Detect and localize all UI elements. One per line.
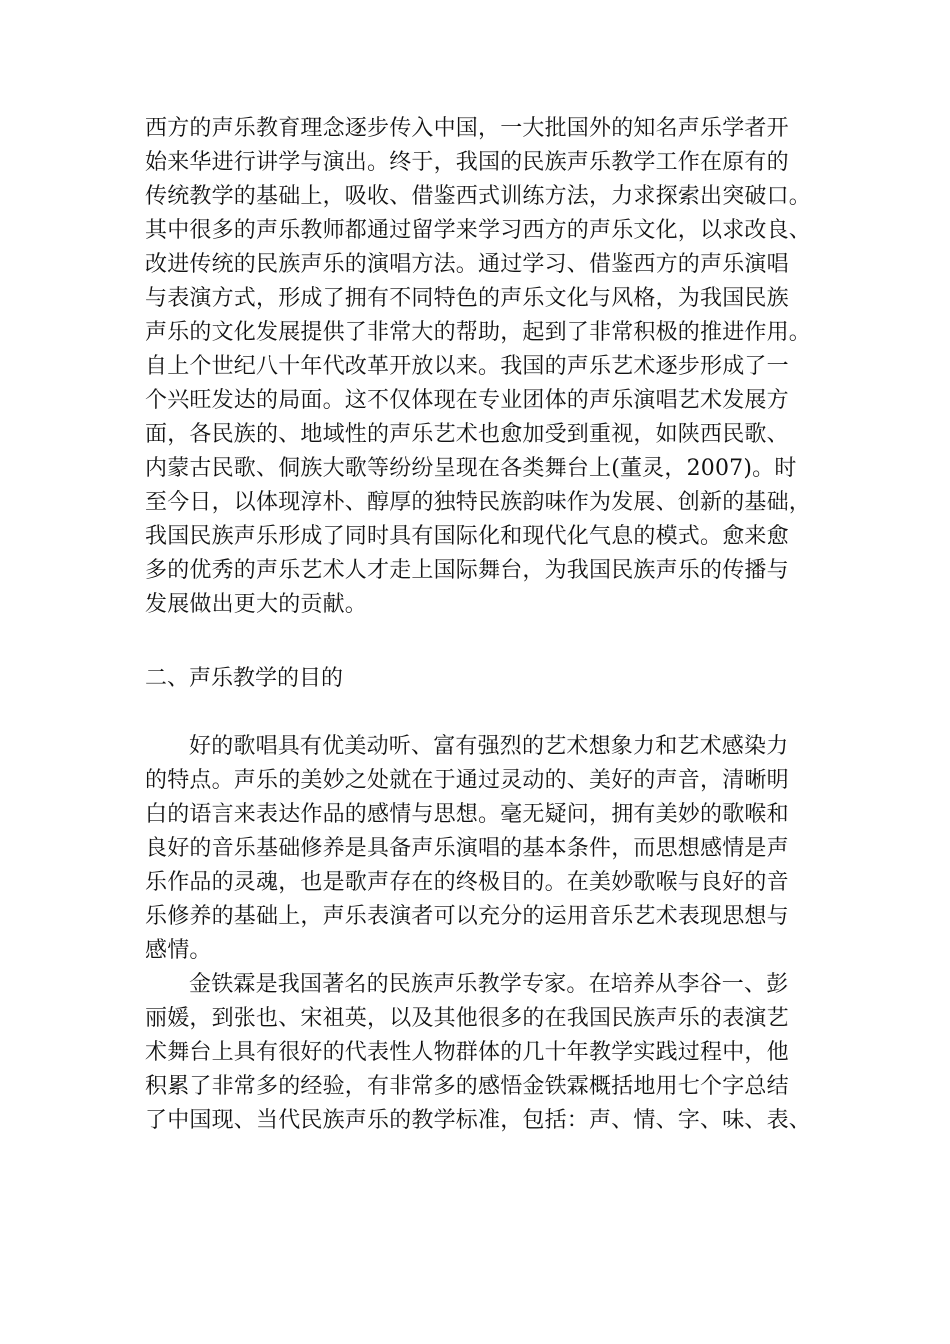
text-line: 发展做出更大的贡献。 [145, 592, 368, 617]
text-line: 多的优秀的声乐艺术人才走上国际舞台，为我国民族声乐的传播与 [145, 558, 789, 583]
text-line: 丽媛，到张也、宋祖英，以及其他很多的在我国民族声乐的表演艺 [145, 1006, 789, 1031]
text-line: 与表演方式，形成了拥有不同特色的声乐文化与风格，为我国民族 [145, 286, 789, 311]
text-line: 良好的音乐基础修养是具备声乐演唱的基本条件，而思想感情是声 [145, 836, 789, 861]
paragraph-history [145, 112, 812, 622]
text-line: 改进传统的民族声乐的演唱方法。通过学习、借鉴西方的声乐演唱 [145, 252, 789, 277]
text-line: 了中国现、当代民族声乐的教学标准，包括：声、情、字、味、表、 [145, 1108, 812, 1133]
text-line: 术舞台上具有很好的代表性人物群体的几十年教学实践过程中，他 [145, 1040, 789, 1065]
text-line: 个兴旺发达的局面。这不仅体现在专业团体的声乐演唱艺术发展方 [145, 388, 789, 413]
text-line: 乐作品的灵魂，也是歌声存在的终极目的。在美妙歌喉与良好的音 [145, 870, 789, 895]
text-line: 金铁霖是我国著名的民族声乐教学专家。在培养从李谷一、彭 [189, 972, 789, 997]
text-line: 的特点。声乐的美妙之处就在于通过灵动的、美好的声音，清晰明 [145, 768, 789, 793]
text-line: 西方的声乐教育理念逐步传入中国，一大批国外的知名声乐学者开 [145, 116, 789, 141]
text-line: 其中很多的声乐教师都通过留学来学习西方的声乐文化，以求改良、 [145, 218, 812, 243]
paragraph-purpose [145, 730, 805, 968]
text-line: 声乐的文化发展提供了非常大的帮助，起到了非常积极的推进作用。 [145, 320, 812, 345]
text-line: 面，各民族的、地域性的声乐艺术也愈加受到重视，如陕西民歌、 [145, 422, 789, 447]
text-line: 好的歌唱具有优美动听、富有强烈的艺术想象力和艺术感染力 [189, 734, 789, 759]
text-line: 始来华进行讲学与演出。终于，我国的民族声乐教学工作在原有的 [145, 150, 789, 175]
text-line: 我国民族声乐形成了同时具有国际化和现代化气息的模式。愈来愈 [145, 524, 789, 549]
document-page [145, 112, 812, 1138]
text-line: 白的语言来表达作品的感情与思想。毫无疑问，拥有美妙的歌喉和 [145, 802, 789, 827]
text-line: 自上个世纪八十年代改革开放以来。我国的声乐艺术逐步形成了一 [145, 354, 789, 379]
text-line: 感情。 [145, 938, 212, 963]
section-heading: 二、声乐教学的目的 [145, 666, 344, 691]
text-line: 至今日，以体现淳朴、醇厚的独特民族韵味作为发展、创新的基础， [145, 490, 812, 515]
text-line: 传统教学的基础上，吸收、借鉴西式训练方法，力求探索出突破口。 [145, 184, 812, 209]
text-line: 内蒙古民歌、侗族大歌等纷纷呈现在各类舞台上(董灵，2007)。时 [145, 456, 797, 481]
paragraph-jin-tielin [145, 968, 812, 1138]
text-line: 乐修养的基础上，声乐表演者可以充分的运用音乐艺术表现思想与 [145, 904, 789, 929]
text-line: 积累了非常多的经验，有非常多的感悟金铁霖概括地用七个字总结 [145, 1074, 789, 1099]
